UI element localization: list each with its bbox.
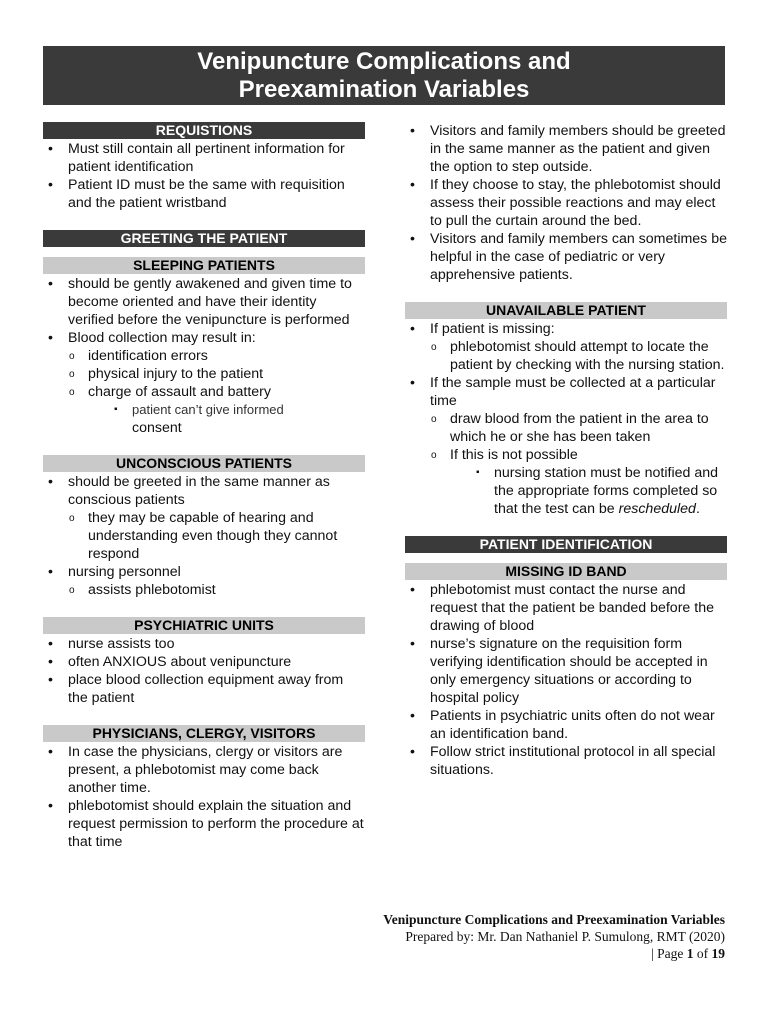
right-column [405,122,727,779]
section-header-greeting: GREETING THE PATIENT [43,230,365,247]
list-item: • If they choose to stay, the phlebotomist should assess their possible reactions and may elect to pull the curtain around the bed. [405,176,727,230]
list-item [43,473,365,563]
page-footer [383,911,725,962]
footer-title: Venipuncture Complications and Preexamination Variables [383,912,725,927]
sublist-item: o assists phlebotomist [43,581,365,599]
sublist-item: o physical injury to the patient [43,365,365,383]
footer-page-number [383,945,725,962]
requisitions-list [43,140,365,212]
section-header-requisitions: REQUISTIONS [43,122,365,139]
list-item: • phlebotomist should explain the situation and request permission to perform the procedure at that time [43,797,365,851]
list-item [405,374,727,518]
subsublist-item [450,464,727,518]
sublist-item-text: charge of assault and battery [88,384,271,400]
list-item: • nurse assists too [43,635,365,653]
footer-prepared: Prepared by: Mr. Dan Nathaniel P. Sumulong, RMT (2020) [405,929,725,944]
list-item: • Follow strict institutional protocol in all special situations. [405,743,727,779]
missing-id-list [405,581,727,779]
nursing-sublist [43,581,365,599]
title-line-1: Venipuncture Complications and [197,47,571,75]
section-header-unavailable: UNAVAILABLE PATIENT [405,302,727,319]
sublist-item: o draw blood from the patient in the area to which he or she has been taken [405,410,727,446]
section-header-missing-id: MISSING ID BAND [405,563,727,580]
list-item: • place blood collection equipment away from the patient [43,671,365,707]
sublist-item-text: If this is not possible [450,447,578,463]
page-current: 1 [686,946,694,961]
time-sublist [405,410,727,518]
sleeping-sublist [43,347,365,437]
unconscious-sublist [43,509,365,563]
list-item-text: nursing personnel [68,564,181,580]
section-header-physicians: PHYSICIANS, CLERGY, VISITORS [43,725,365,742]
subsublist-text-a: patient can’t give informed [132,402,284,417]
missing-sublist [405,338,727,374]
section-header-psychiatric: PSYCHIATRIC UNITS [43,617,365,634]
sublist-item: o identification errors [43,347,365,365]
subsublist-emphasis: rescheduled [618,501,696,517]
list-item-text: Blood collection may result in: [68,330,256,346]
document-title [43,46,725,105]
sleeping-subsublist [43,401,365,437]
page-total: 19 [711,946,725,961]
sublist-item [43,383,365,437]
sublist-item: o phlebotomist should attempt to locate the patient by checking with the nursing station. [405,338,727,374]
left-column [43,122,365,851]
subsublist-text-b: consent [132,420,182,436]
list-item: • should be gently awakened and given time to become oriented and have their identity verified before the venipuncture is performed [43,275,365,329]
section-header-unconscious: UNCONSCIOUS PATIENTS [43,455,365,472]
list-item: • In case the physicians, clergy or visitors are present, a phlebotomist may come back another time. [43,743,365,797]
unconscious-list [43,473,365,599]
sleeping-list [43,275,365,437]
subsublist-end: . [695,501,700,517]
page-prefix: | Page [651,946,687,961]
list-item: • phlebotomist must contact the nurse and request that the patient be banded before the drawing of blood [405,581,727,635]
list-item [43,563,365,599]
sublist-item: o they may be capable of hearing and understanding even though they cannot respond [43,509,365,563]
physicians-list [43,743,365,851]
list-item-text: If the sample must be collected at a particular time [430,375,716,409]
not-possible-subsublist [405,464,727,518]
unavailable-list [405,320,727,518]
list-item: • Visitors and family members can sometimes be helpful in the case of pediatric or very apprehensive patients. [405,230,727,284]
list-item-text: should be greeted in the same manner as conscious patients [68,474,330,508]
psychiatric-list [43,635,365,707]
list-item: • Must still contain all pertinent information for patient identification [43,140,365,176]
list-item: • often ANXIOUS about venipuncture [43,653,365,671]
list-item: • Visitors and family members should be greeted in the same manner as the patient and given the option to step outside. [405,122,727,176]
title-line-2: Preexamination Variables [238,75,530,103]
section-header-identification: PATIENT IDENTIFICATION [405,536,727,553]
visitors-list [405,122,727,284]
list-item [405,320,727,374]
sublist-item [405,446,727,518]
section-header-sleeping: SLEEPING PATIENTS [43,257,365,274]
subsublist-item [88,401,365,437]
list-item: • Patient ID must be the same with requisition and the patient wristband [43,176,365,212]
list-item: • nurse’s signature on the requisition form verifying identification should be accepted in only emergency situations or according to hospital policy [405,635,727,707]
list-item: • Patients in psychiatric units often do not wear an identification band. [405,707,727,743]
list-item-text: If patient is missing: [430,321,555,337]
list-item [43,329,365,437]
page-of: of [693,946,712,961]
subsublist-text: nursing station must be notified and the appropriate forms completed so that the test can be [494,465,718,517]
